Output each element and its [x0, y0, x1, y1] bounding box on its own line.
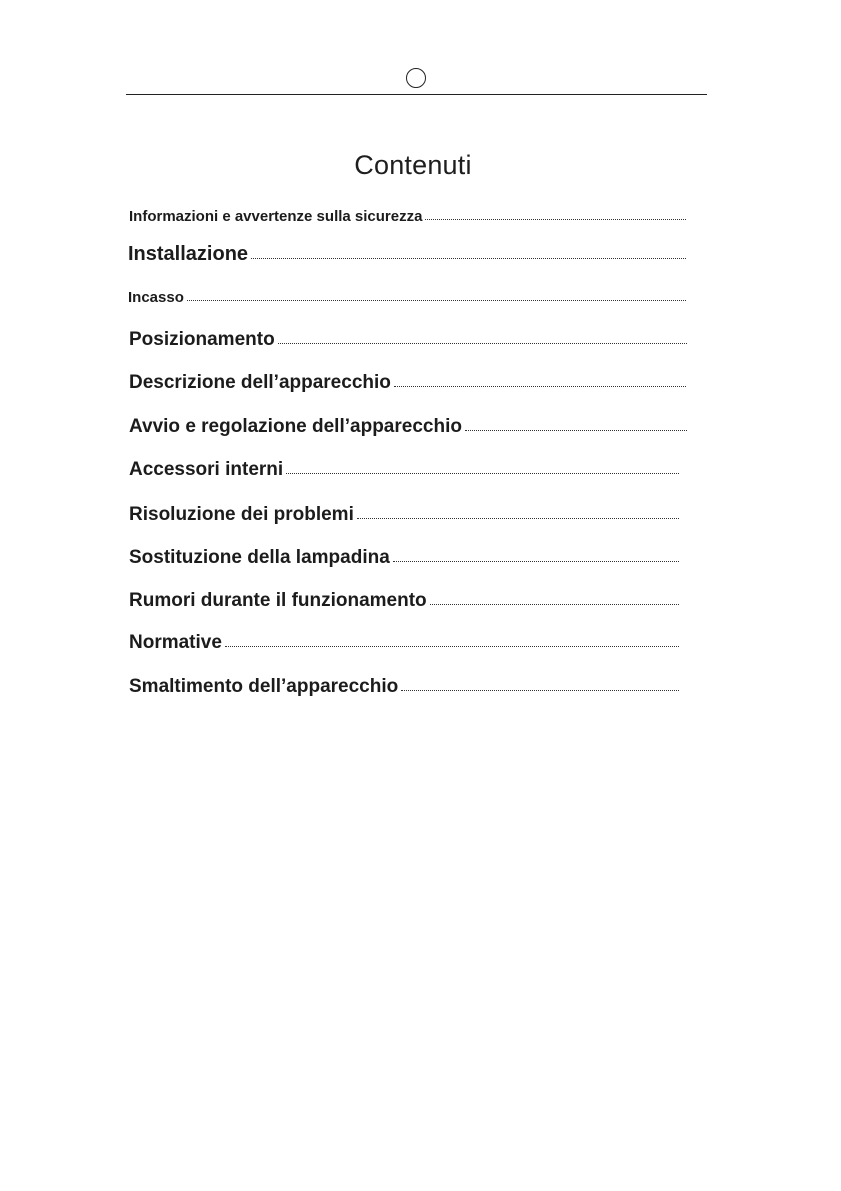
- toc-label: Rumori durante il funzionamento: [129, 590, 427, 611]
- toc-leader: [425, 219, 686, 220]
- toc-entry-disposal: [129, 676, 679, 698]
- toc-label: Sostituzione della lampadina: [129, 547, 390, 568]
- toc-entry-safety: [129, 208, 686, 225]
- toc-label: Informazioni e avvertenze sulla sicurezza: [129, 208, 423, 225]
- toc-label: Risoluzione dei problemi: [129, 504, 354, 525]
- toc-label: Descrizione dell’apparecchio: [129, 372, 391, 393]
- toc-entry-description: [129, 372, 686, 394]
- toc-entry-troubleshooting: [129, 504, 679, 526]
- toc-leader: [430, 604, 679, 605]
- toc-entry-regulations: [129, 632, 679, 654]
- toc-label: Incasso: [128, 289, 184, 306]
- toc-leader: [394, 386, 686, 387]
- toc-leader: [225, 646, 679, 647]
- toc-entry-start-regulation: [129, 416, 687, 438]
- toc-entry-accessories: [129, 459, 679, 481]
- toc-leader: [187, 300, 686, 301]
- toc-label: Avvio e regolazione dell’apparecchio: [129, 416, 462, 437]
- toc-label: Normative: [129, 632, 222, 653]
- toc-leader: [357, 518, 679, 519]
- toc-leader: [401, 690, 679, 691]
- toc-leader: [251, 258, 686, 259]
- toc-entry-installation: [128, 243, 686, 266]
- toc-entry-noises: [129, 590, 679, 612]
- toc-entry-bulb-replacement: [129, 547, 679, 569]
- toc-label: Posizionamento: [129, 329, 275, 350]
- toc-label: Installazione: [128, 243, 249, 265]
- page-title: Contenuti: [354, 150, 472, 180]
- toc-label: Smaltimento dell’apparecchio: [129, 676, 399, 697]
- toc-leader: [465, 430, 687, 431]
- toc-entry-built-in: [128, 289, 686, 306]
- toc-leader: [278, 343, 687, 344]
- toc-entry-positioning: [129, 329, 687, 351]
- toc-leader: [286, 473, 679, 474]
- toc-leader: [393, 561, 679, 562]
- toc-label: Accessori interni: [129, 459, 284, 480]
